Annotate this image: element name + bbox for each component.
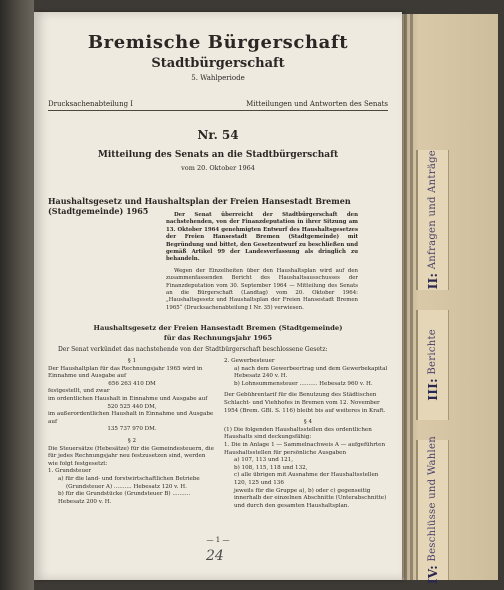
paragraph: Der Haushaltplan für das Rechnungsjahr 1965 wird in Einnahme und Ausgabe auf — [48, 365, 203, 380]
left-column — [48, 358, 216, 506]
department-left: Drucksachenabteilung I — [48, 100, 134, 108]
list-item: 1. Grundsteuer — [48, 468, 92, 475]
list-item: a) nach dem Gewerbeertrag und dem Gewerbekapital Hebesatz 240 v. H. — [234, 365, 388, 380]
masthead-subtitle: Stadtbürgerschaft — [151, 56, 285, 71]
masthead-period: 5. Wahlperiode — [191, 74, 245, 82]
list-item: b) Lohnsummensteuer .......... Hebesatz 960 v. H. — [234, 380, 373, 387]
list-item: b) für die Grundstücke (Grundsteuer B) .......... Hebesatz 200 v. H. — [58, 491, 191, 505]
document-title: Mitteilung des Senats an die Stadtbürgerschaft — [97, 150, 339, 160]
intro-paragraph-2: Wegen der Einzelheiten über den Haushaltsplan wird auf den zusammenfassenden Bericht des Haushaltsausschusses der Finanzdeputation vom 30. September 1964 — Mitteilung des Senats an die Bürgerschaft (Landtag) vom 20. Oktober 1964: „Haushaltsgesetz und Haushaltsplan der Freien Hansestadt Bremen 1965“ (Drucksachenabteilung I Nr. 35) verwiesen. — [166, 267, 358, 311]
tab-label: Berichte — [427, 329, 438, 375]
amount: 520 525 440 DM, — [107, 403, 157, 410]
list-item: b) 108, 115, 118 und 132, — [234, 464, 308, 471]
list-item: 1. Die in Anlage 1 — Sammelnachweis A — aufgeführten Haushaltsstellen für persönliche Ausgaben — [224, 441, 386, 456]
tab-label: Beschlüsse und Wahlen — [427, 435, 438, 562]
intro-block — [166, 212, 358, 316]
paragraph: (1) Die folgenden Haushaltsstellen des ordentlichen Haushalts sind deckungsfähig: — [224, 426, 372, 441]
handwritten-number: 24 — [206, 548, 224, 564]
list-item: c) alle übrigen mit Ausnahme der Haushaltsstellen 120, 125 und 136 — [234, 472, 379, 486]
list-item: a) 107, 113 und 121, — [234, 457, 294, 464]
paragraph: Der Gebührentarif für die Benutzung des Städtischen Schlacht- und Viehhofes in Bremen vom 12. November 1954 (Brem. GBl. S. 116) bleibt bis auf weiteres in Kraft. — [224, 392, 386, 414]
department-line — [48, 100, 388, 111]
tab-berichte[interactable] — [416, 310, 449, 420]
section-mark: § 4 — [303, 419, 313, 426]
masthead-title: Bremische Bürgerschaft — [87, 32, 349, 53]
document-date: vom 20. Oktober 1964 — [181, 164, 255, 172]
section-mark: § 1 — [127, 358, 137, 364]
section-heading: Haushaltsgesetz und Haushaltsplan der Freien Hansestadt Bremen (Stadtgemeinde) 1965 — [48, 196, 351, 216]
section-mark: § 2 — [127, 437, 137, 444]
department-right: Mitteilungen und Antworten des Senats — [246, 100, 388, 108]
tab-number: II: — [426, 273, 440, 290]
tab-number: III: — [426, 378, 440, 401]
binder-edge — [0, 0, 34, 590]
right-column — [224, 358, 392, 510]
law-subtitle: für das Rechnungsjahr 1965 — [163, 334, 273, 342]
tab-label: Anfragen und Anträge — [427, 150, 438, 270]
law-intro: Der Senat verkündet das nachstehende von der Stadtbürgerschaft beschlossene Gesetz: — [58, 346, 328, 353]
paragraph: Die Steuersätze (Hebesätze) für die Gemeindesteuern, die für jedes Rechnungsjahr neu festzusetzen sind, werden wie folgt festgesetzt: — [48, 445, 214, 467]
document-number: Nr. 54 — [197, 128, 239, 142]
tab-beschluesse[interactable] — [416, 435, 449, 585]
paragraph: jeweils für die Gruppe a), b) oder c) gegenseitig innerhalb der einzelnen Abschnitte (Unterabschnitte) und durch den gesamten Haushaltsplan. — [234, 487, 387, 509]
tab-number: IV: — [426, 565, 440, 585]
list-item: (Grundsteuer A) .......... Hebesatz 120 v. H. — [66, 483, 187, 490]
law-title: Haushaltsgesetz der Freien Hansestadt Bremen (Stadtgemeinde) — [93, 324, 343, 332]
list-item: a) für die land- und forstwirtschaftlichen Betriebe — [58, 475, 200, 482]
page-number: — 1 — — [206, 536, 230, 544]
paragraph: im außerordentlichen Haushalt in Einnahme und Ausgabe auf — [48, 411, 214, 425]
document-page — [34, 12, 402, 580]
paragraph: festgestellt, und zwar — [48, 388, 110, 395]
amount: 656 263 410 DM — [108, 380, 156, 387]
amount: 135 737 970 DM. — [107, 426, 157, 433]
paragraph: im ordentlichen Haushalt in Einnahme und Ausgabe auf — [48, 395, 208, 402]
tab-anfragen[interactable] — [416, 150, 449, 290]
list-item: 2. Gewerbesteuer — [224, 358, 275, 364]
intro-paragraph-1: Der Senat überreicht der Stadtbürgerschaft den nachstehenden, von der Finanzdeputation in ihrer Sitzung am 13. Oktober 1964 genehmigten Entwurf des Haushaltsgesetzes der Freien Hansestadt Bremen (Stadtgemeinde) mit Begründung und bittet, den Gesetzentwurf zu beschließen und gemäß Artikel 99 der Landesverfassung als dringlich zu behandeln. — [166, 212, 358, 263]
